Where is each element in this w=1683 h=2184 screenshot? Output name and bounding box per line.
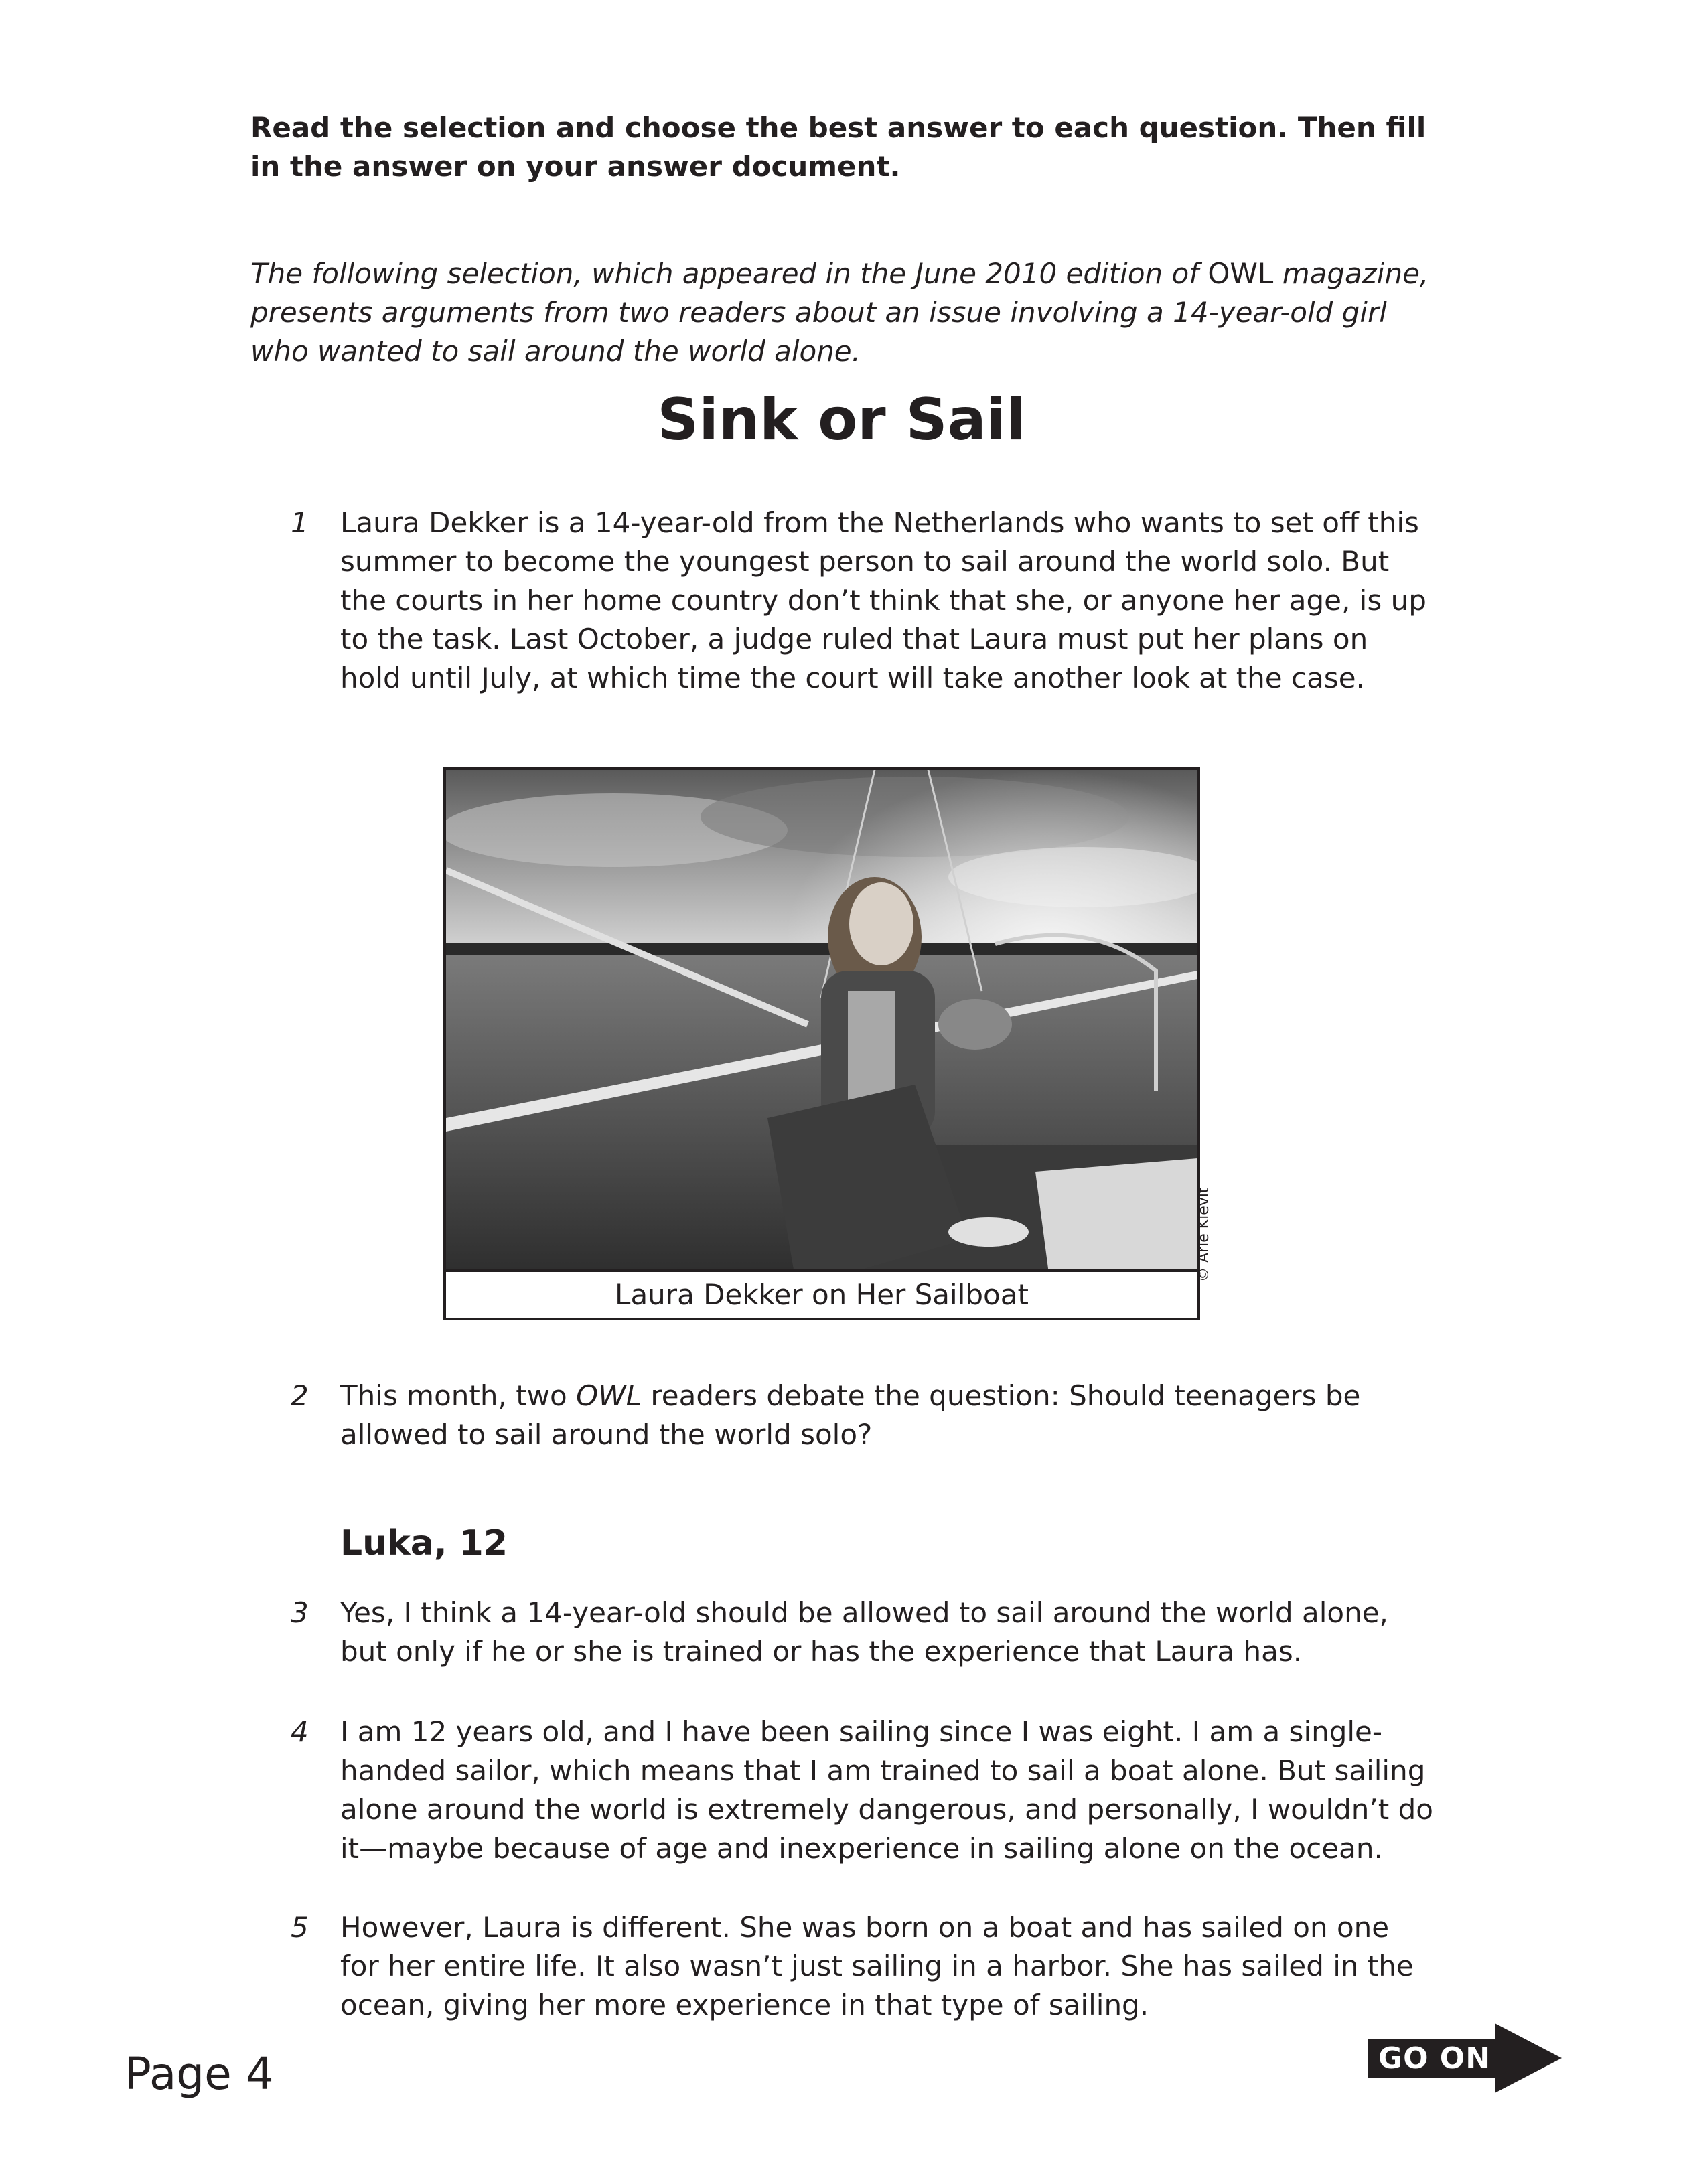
photo-credit: © Arie Kievit <box>1195 1187 1212 1282</box>
paragraph-2 <box>250 1377 1436 1454</box>
paragraph-text-italic: OWL <box>576 1379 642 1412</box>
paragraph-number: 5 <box>291 1911 309 1944</box>
intro-magazine: OWL <box>1208 257 1274 290</box>
paragraph-text: Laura Dekker is a 14-year-old from the Netherlands who wants to set off this summer to become the youngest person to sail around the world solo. But the courts in her home country don’t think that she, or anyone her age, is up to the task. Last October, a judge ruled that Laura must put her plans on hold until July, at which time the court will take another look at the case. <box>340 506 1426 694</box>
paragraph-4 <box>250 1713 1436 1868</box>
intro-part1: The following selection, which appeared in the June 2010 edition of <box>250 257 1208 290</box>
go-on-indicator <box>1368 2023 1562 2093</box>
paragraph-text: However, Laura is different. She was born on a boat and has sailed on one for her entire life. It also wasn’t just sailing in a harbor. She has sailed in the ocean, giving her more experience in that type of sailing. <box>340 1911 1414 2021</box>
sailboat-photo <box>446 770 1197 1273</box>
page-title: Sink or Sail <box>657 386 1026 453</box>
paragraph-text-after: readers debate the question: Should teenagers be allowed to sail around the world solo? <box>340 1379 1361 1451</box>
instructions: Read the selection and choose the best answer to each question. Then fill in the answer on your answer document. <box>250 111 1426 183</box>
paragraph-text-before: This month, two <box>340 1379 577 1412</box>
paragraph-1 <box>250 503 1436 698</box>
section-heading: Luka, 12 <box>340 1523 508 1563</box>
intro-part2: magazine, presents arguments from two readers about an issue involving a 14-year-old girl who wanted to sail around the world alone. <box>250 257 1429 368</box>
intro-note <box>250 254 1429 371</box>
paragraph-text <box>340 1377 1436 1454</box>
paragraph-number: 2 <box>291 1379 309 1412</box>
paragraph-text: Yes, I think a 14-year-old should be allowed to sail around the world alone, but only if he or she is trained or has the experience that Laura has. <box>340 1596 1388 1668</box>
paragraph-number: 1 <box>291 506 309 539</box>
paragraph-number: 3 <box>291 1596 309 1629</box>
go-on-label: GO ON <box>1368 2039 1502 2078</box>
photo-caption: Laura Dekker on Her Sailboat <box>446 1269 1197 1318</box>
photo-figure <box>443 767 1200 1320</box>
paragraph-number: 4 <box>291 1715 309 1748</box>
paragraph-3 <box>250 1593 1436 1671</box>
paragraph-5 <box>250 1908 1436 2025</box>
paragraph-text: I am 12 years old, and I have been sailing since I was eight. I am a single-handed sailor, which means that I am trained to sail a boat alone. But sailing alone around the world is extremely dangerous, and personally, I wouldn’t do it—maybe because of age and inexperience in sailing alone on the ocean. <box>340 1715 1433 1865</box>
page-number: Page 4 <box>125 2048 274 2100</box>
